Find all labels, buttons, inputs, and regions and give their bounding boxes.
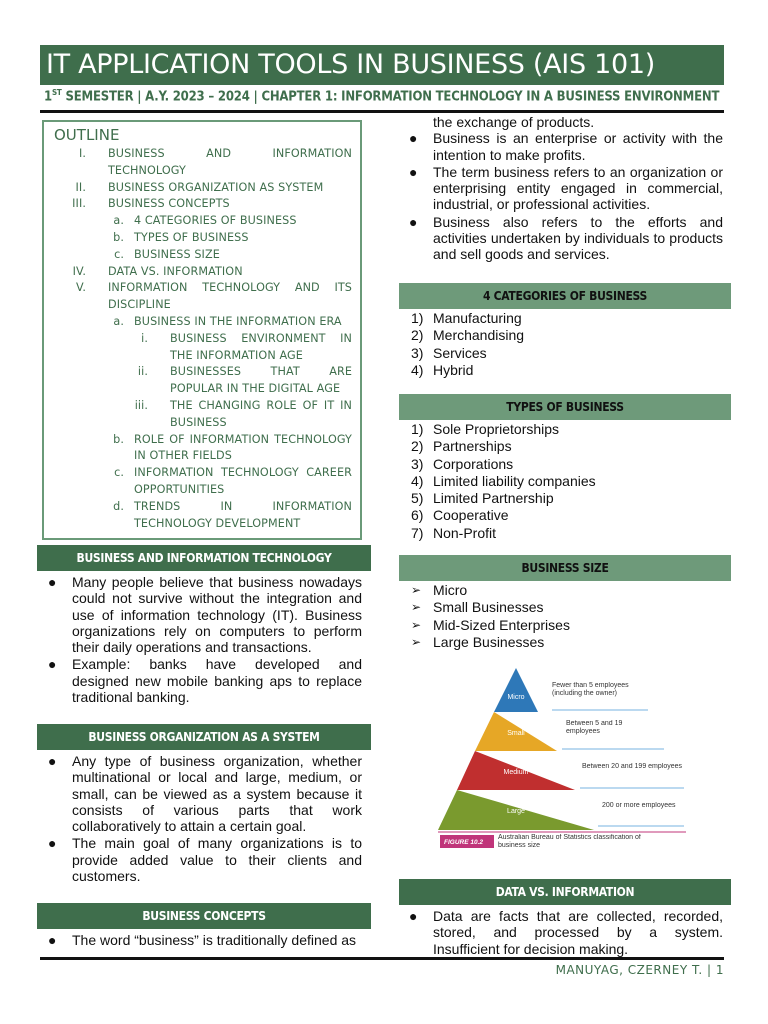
outline-text: THE CHANGING ROLE OF IT IN BUSINESS bbox=[170, 398, 352, 429]
figure-caption: Australian Bureau of Statistics classification of business size bbox=[498, 834, 641, 849]
outline-text: TYPES OF BUSINESS bbox=[134, 230, 249, 244]
business-size-pyramid-figure bbox=[438, 662, 688, 862]
outline-item bbox=[52, 264, 352, 281]
outline-text: 4 CATEGORIES OF BUSINESS bbox=[134, 214, 297, 228]
subtitle-text: SEMESTER | A.Y. 2023 – 2024 | CHAPTER 1: INFORMATION TECHNOLOGY IN A BUSINESS ENVIRONMENT bbox=[61, 89, 720, 105]
item-text: Limited liability companies bbox=[433, 472, 596, 489]
section-heading-data-info: DATA VS. INFORMATION bbox=[399, 879, 731, 905]
section-body-data-info bbox=[401, 908, 723, 958]
arrow-item bbox=[401, 582, 723, 598]
outline-item bbox=[52, 364, 352, 398]
outline-text: TRENDS IN INFORMATION TECHNOLOGY DEVELOPMENT bbox=[134, 499, 352, 530]
outline-box bbox=[42, 120, 362, 540]
numbered-item bbox=[401, 327, 723, 343]
item-number: 2) bbox=[411, 327, 424, 344]
bullet-item bbox=[40, 835, 362, 884]
numbered-item bbox=[401, 438, 723, 454]
section-body-business-it bbox=[40, 574, 362, 706]
level-label: Medium bbox=[503, 769, 529, 776]
page-title: IT APPLICATION TOOLS IN BUSINESS (AIS 101) bbox=[40, 45, 724, 85]
outline-text: BUSINESS ORGANIZATION AS SYSTEM bbox=[108, 180, 324, 194]
subtitle-sup: ST bbox=[51, 88, 62, 97]
item-text: Manufacturing bbox=[433, 310, 522, 326]
arrow-icon: ➢ bbox=[411, 634, 422, 649]
item-number: 1) bbox=[411, 421, 424, 437]
arrow-item bbox=[401, 634, 723, 650]
section-body-business-concepts bbox=[40, 932, 362, 949]
header-rule bbox=[40, 110, 724, 113]
arrow-icon: ➢ bbox=[411, 583, 422, 597]
footer-rule bbox=[40, 957, 724, 960]
item-text: Services bbox=[433, 344, 487, 361]
pyramid-level-micro bbox=[494, 668, 538, 712]
level-label: Large bbox=[507, 808, 525, 815]
item-text: Corporations bbox=[433, 455, 514, 472]
item-text: Large Businesses bbox=[433, 633, 545, 650]
item-text: Mid-Sized Enterprises bbox=[433, 616, 570, 633]
bullet-icon: ● bbox=[48, 753, 57, 769]
outline-item bbox=[52, 499, 352, 533]
item-number: 1) bbox=[411, 310, 424, 326]
section-heading-categories: 4 CATEGORIES OF BUSINESS bbox=[399, 283, 731, 309]
item-number: 2) bbox=[411, 438, 424, 455]
outline-num: a. bbox=[113, 214, 124, 228]
outline-list bbox=[52, 146, 352, 532]
outline-item bbox=[52, 180, 352, 197]
item-number: 3) bbox=[411, 455, 424, 472]
subtitle-number: 1 bbox=[44, 89, 52, 105]
bullet-item bbox=[401, 214, 723, 263]
item-number: 4) bbox=[411, 361, 424, 378]
section-heading-org-system: BUSINESS ORGANIZATION AS A SYSTEM bbox=[37, 724, 371, 750]
numbered-item bbox=[401, 345, 723, 361]
outline-item bbox=[52, 230, 352, 247]
item-number: 5) bbox=[411, 490, 424, 507]
page-subtitle bbox=[44, 88, 719, 104]
outline-item bbox=[52, 432, 352, 466]
outline-num: b. bbox=[113, 432, 124, 446]
outline-text: BUSINESS CONCEPTS bbox=[108, 197, 230, 211]
outline-num: i. bbox=[141, 331, 148, 345]
level-desc: Fewer than 5 employees (including the owner) bbox=[552, 682, 629, 697]
numbered-item bbox=[401, 310, 723, 326]
bullet-text: Example: banks have developed and designed new mobile banking aps to replace traditional banking. bbox=[72, 656, 362, 706]
level-desc: 200 or more employees bbox=[602, 802, 676, 809]
bullet-text: The word “business” is traditionally defined as bbox=[72, 932, 357, 948]
bullet-item bbox=[401, 164, 723, 213]
outline-text: BUSINESSES THAT ARE POPULAR IN THE DIGITAL AGE bbox=[170, 365, 352, 396]
outline-num: iii. bbox=[134, 398, 148, 412]
bullet-text: Many people believe that business nowadays could not survive without the integration and use of information technology (IT). Business organizations rely on computers to perform their daily operations and transactions. bbox=[72, 574, 362, 656]
section-heading-types: TYPES OF BUSINESS bbox=[399, 394, 731, 420]
bullet-text: The term business refers to an organization or enterprising entity engaged in commercial, industrial, or professional activities. bbox=[433, 163, 723, 213]
outline-num: ii. bbox=[137, 365, 148, 379]
section-body-categories bbox=[401, 310, 723, 379]
outline-text: DATA VS. INFORMATION bbox=[108, 264, 243, 278]
outline-item bbox=[52, 280, 352, 314]
item-text: Non-Profit bbox=[433, 524, 497, 541]
section-body-types bbox=[401, 421, 723, 542]
outline-item bbox=[52, 331, 352, 365]
item-text: Partnerships bbox=[433, 438, 512, 455]
item-text: Cooperative bbox=[433, 507, 509, 524]
bullet-icon: ● bbox=[409, 908, 418, 924]
numbered-item bbox=[401, 525, 723, 541]
section-body-org-system bbox=[40, 753, 362, 885]
item-text: Micro bbox=[433, 582, 468, 598]
section-heading-business-it: BUSINESS AND INFORMATION TECHNOLOGY bbox=[37, 545, 371, 571]
outline-item bbox=[52, 314, 352, 331]
bullet-icon: ● bbox=[48, 656, 57, 673]
outline-num: a. bbox=[113, 314, 124, 328]
numbered-item bbox=[401, 490, 723, 506]
bullet-icon: ● bbox=[48, 835, 57, 852]
outline-text: BUSINESS IN THE INFORMATION ERA bbox=[134, 314, 342, 328]
section-heading-business-concepts: BUSINESS CONCEPTS bbox=[37, 903, 371, 929]
bullet-item bbox=[40, 753, 362, 834]
bullet-item bbox=[40, 932, 362, 948]
numbered-item bbox=[401, 456, 723, 472]
bullet-text: Business also refers to the efforts and activities undertaken by individuals to products and sell goods and services. bbox=[433, 213, 723, 263]
outline-item bbox=[52, 465, 352, 499]
outline-title: OUTLINE bbox=[54, 126, 120, 144]
outline-num: d. bbox=[113, 499, 124, 513]
bullet-icon: ● bbox=[409, 163, 418, 180]
item-number: 6) bbox=[411, 507, 424, 524]
outline-text: ROLE OF INFORMATION TECHNOLOGY IN OTHER FIELDS bbox=[134, 432, 352, 463]
item-text: Limited Partnership bbox=[433, 490, 554, 507]
continuation-text: the exchange of products. bbox=[433, 114, 595, 130]
bullet-item bbox=[40, 574, 362, 655]
bullet-item bbox=[401, 908, 723, 957]
outline-num: b. bbox=[113, 230, 124, 244]
outline-num: V. bbox=[76, 281, 86, 295]
outline-text: BUSINESS ENVIRONMENT IN THE INFORMATION AGE bbox=[170, 331, 352, 362]
level-desc: Between 20 and 199 employees bbox=[582, 763, 683, 770]
bullet-icon: ● bbox=[409, 130, 418, 147]
arrow-item bbox=[401, 617, 723, 633]
outline-num: c. bbox=[114, 466, 124, 480]
numbered-item bbox=[401, 362, 723, 378]
outline-num: I. bbox=[78, 147, 86, 160]
outline-item bbox=[52, 146, 352, 180]
page-footer: MANUYAG, CZERNEY T. | 1 bbox=[555, 963, 724, 977]
bullet-text: Data are facts that are collected, recorded, stored, and processed by a system. Insufficient for decision making. bbox=[433, 908, 723, 957]
outline-item bbox=[52, 196, 352, 213]
bullet-text: Any type of business organization, whether multinational or local and large, medium, or small, can be viewed as a system because it consists of various parts that work collaboratively to attain a certain goal. bbox=[72, 753, 362, 835]
arrow-item bbox=[401, 599, 723, 615]
numbered-item bbox=[401, 473, 723, 489]
bullet-icon: ● bbox=[48, 932, 57, 948]
figure-tag: FIGURE 10.2 bbox=[444, 839, 484, 846]
bullet-icon: ● bbox=[48, 574, 57, 590]
outline-item bbox=[52, 213, 352, 230]
arrow-icon: ➢ bbox=[411, 617, 422, 632]
outline-item bbox=[52, 247, 352, 264]
item-text: Hybrid bbox=[433, 361, 474, 378]
section-body-size bbox=[401, 582, 723, 651]
bullet-item bbox=[40, 656, 362, 705]
outline-text: BUSINESS SIZE bbox=[134, 247, 220, 261]
item-number: 7) bbox=[411, 524, 424, 541]
outline-num: III. bbox=[72, 197, 86, 211]
outline-num: IV. bbox=[72, 264, 86, 278]
outline-num: c. bbox=[114, 247, 124, 261]
arrow-icon: ➢ bbox=[411, 600, 422, 615]
outline-text: INFORMATION TECHNOLOGY AND ITS DISCIPLINE bbox=[108, 281, 352, 312]
section-body-business-definition bbox=[401, 114, 723, 264]
section-heading-size: BUSINESS SIZE bbox=[399, 555, 731, 581]
level-desc: Between 5 and 19 employees bbox=[566, 720, 623, 735]
numbered-item bbox=[401, 507, 723, 523]
outline-text: BUSINESS AND INFORMATION TECHNOLOGY bbox=[108, 147, 352, 177]
bullet-item bbox=[401, 130, 723, 163]
outline-text: INFORMATION TECHNOLOGY CAREER OPPORTUNITIES bbox=[134, 466, 352, 496]
item-text: Sole Proprietorships bbox=[433, 421, 560, 437]
item-text: Merchandising bbox=[433, 327, 525, 344]
numbered-item bbox=[401, 421, 723, 437]
outline-num: II. bbox=[75, 180, 86, 194]
bullet-text: Business is an enterprise or activity with the intention to make profits. bbox=[433, 130, 723, 163]
item-text: Small Businesses bbox=[433, 599, 544, 616]
outline-item bbox=[52, 398, 352, 432]
bullet-text: The main goal of many organizations is to provide added value to their clients and customers. bbox=[72, 835, 362, 885]
level-label: Small bbox=[507, 730, 525, 737]
level-label: Micro bbox=[507, 694, 525, 701]
item-number: 4) bbox=[411, 472, 424, 489]
item-number: 3) bbox=[411, 344, 424, 361]
bullet-icon: ● bbox=[409, 213, 418, 230]
